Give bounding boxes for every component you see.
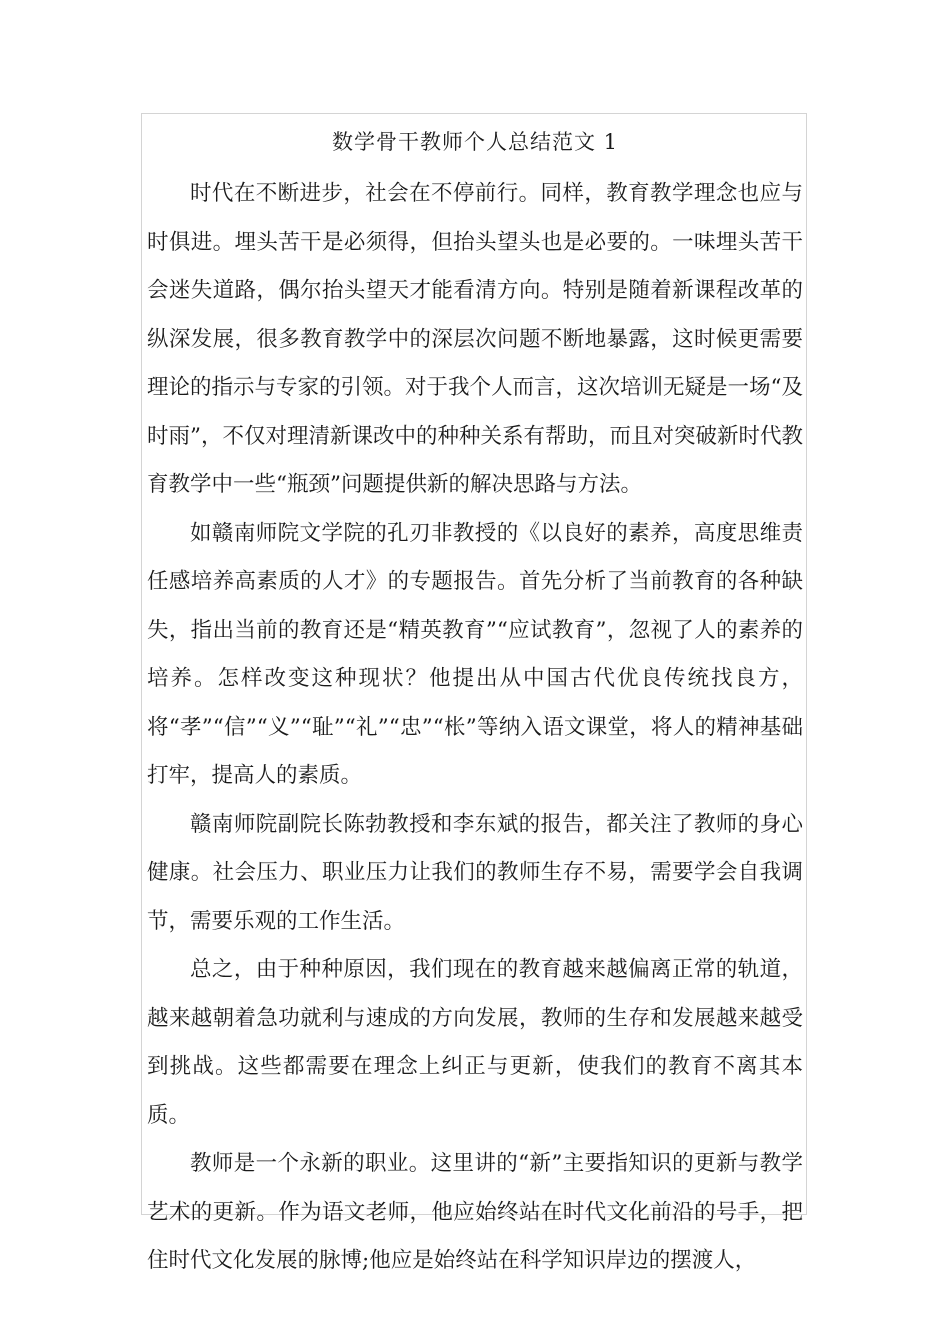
paragraph-2: 如赣南师院文学院的孔刃非教授的《以良好的素养，高度思维责任感培养高素质的人才》的专题报告。首先分析了当前教育的各种缺失，指出当前的教育还是“精英教育”“应试教育”，忽视了人的素养的培养。怎样改变这种现状？他提出从中国古代优良传统找良方，将“孝”“信”“义”“耻”“礼”“忠”“枨”等纳入语文课堂，将人的精神基础打牢，提高人的素质。 bbox=[147, 520, 803, 788]
paragraph-1: 时代在不断进步，社会在不停前行。同样，教育教学理念也应与时俱进。埋头苦干是必须得，但抬头望头也是必要的。一味埋头苦干会迷失道路，偶尔抬头望天才能看清方向。特别是随着新课程改革的纵深发展，很多教育教学中的深层次问题不断地暴露，这时候更需要理论的指示与专家的引领。对于我个人而言，这次培训无疑是一场“及时雨”，不仅对理清新课改中的种种关系有帮助，而且对突破新时代教育教学中一些“瓶颈”问题提供新的解决思路与方法。 bbox=[147, 181, 803, 497]
document-title: 数学骨干教师个人总结范文 1 bbox=[331, 130, 619, 154]
paragraph-3: 赣南师院副院长陈勃教授和李东斌的报告，都关注了教师的身心健康。社会压力、职业压力让我们的教师生存不易，需要学会自我调节，需要乐观的工作生活。 bbox=[147, 811, 803, 934]
paragraph-4: 总之，由于种种原因，我们现在的教育越来越偏离正常的轨道，越来越朝着急功就利与速成的方向发展，教师的生存和发展越来越受到挑战。这些都需要在理念上纠正与更新，使我们的教育不离其本质。 bbox=[147, 957, 803, 1128]
page-frame bbox=[141, 113, 807, 1273]
document-body bbox=[147, 126, 803, 1286]
paragraph-5: 教师是一个永新的职业。这里讲的“新”主要指知识的更新与教学艺术的更新。作为语文老师，他应始终站在时代文化前沿的号手，把住时代文化发展的脉博;他应是始终站在科学知识岸边的摆渡人， bbox=[147, 1151, 803, 1273]
